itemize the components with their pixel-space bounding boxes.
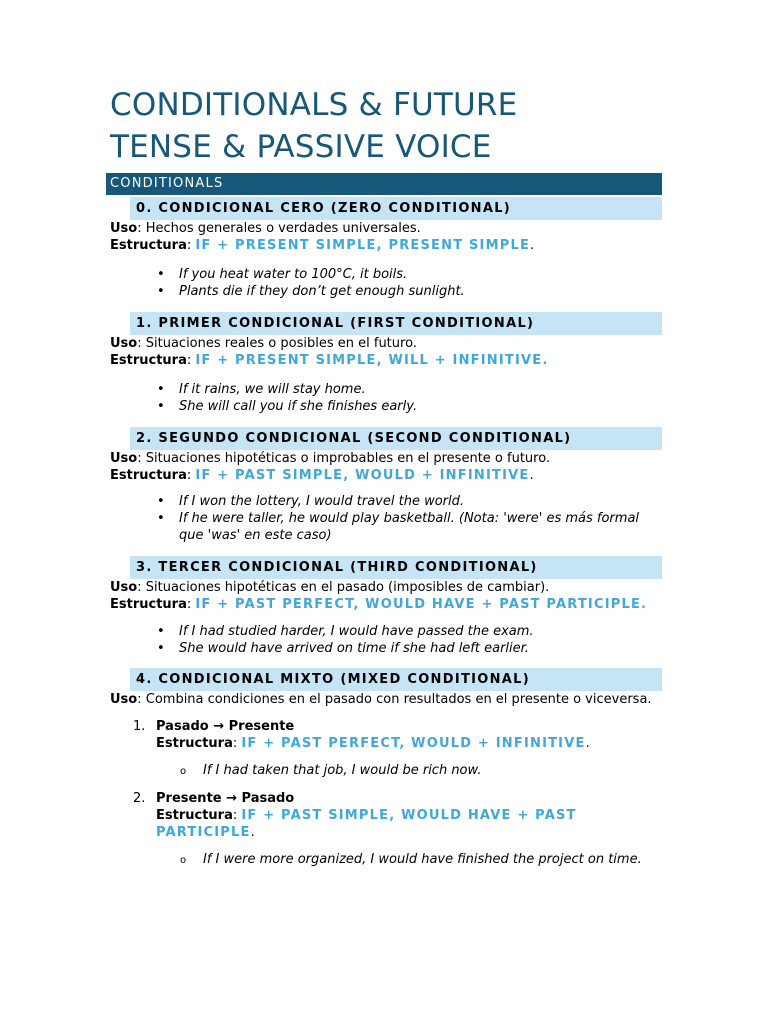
bullet-icon: • — [157, 284, 165, 299]
period: . — [250, 825, 255, 840]
circle-bullet-icon: o — [180, 855, 187, 866]
bullet-icon: • — [157, 267, 165, 282]
uso-third — [110, 579, 662, 596]
heading-zero-conditional: 0. CONDICIONAL CERO (ZERO CONDITIONAL) — [130, 197, 662, 220]
mixed-item-estructura — [156, 807, 662, 841]
uso-text: Situaciones hipotéticas en el pasado (imposibles de cambiar). — [145, 580, 550, 595]
colon: : — [137, 451, 146, 466]
list-item — [180, 762, 662, 780]
period: . — [529, 468, 534, 483]
heading-second-conditional: 2. SEGUNDO CONDICIONAL (SECOND CONDITIONAL) — [130, 427, 662, 450]
heading-third-conditional: 3. TERCER CONDICIONAL (THIRD CONDITIONAL) — [130, 556, 662, 579]
example-text: If you heat water to 100°C, it boils. — [179, 267, 408, 282]
bullet-icon: • — [157, 624, 165, 639]
document-title — [110, 84, 662, 168]
list-item — [157, 510, 662, 544]
uso-first — [110, 335, 662, 352]
colon: : — [137, 580, 146, 595]
estructura-label: Estructura — [110, 468, 187, 483]
uso-text: Situaciones hipotéticas o improbables en el presente o futuro. — [145, 451, 551, 466]
estructura-label: Estructura — [156, 736, 233, 751]
examples-third — [110, 623, 662, 657]
uso-label: Uso — [110, 221, 138, 236]
estructura-first — [110, 352, 662, 369]
colon: : — [186, 353, 196, 368]
document-page — [110, 84, 662, 869]
examples-first — [110, 381, 662, 415]
example-text: If he were taller, he would play basketball. (Nota: 'were' es más formal que 'was' en este caso) — [179, 511, 640, 543]
uso-label: Uso — [110, 580, 138, 595]
mixed-item-estructura — [156, 735, 662, 752]
mixed-list — [110, 718, 662, 869]
bullet-icon: • — [157, 511, 165, 526]
mixed-item-title: Pasado → Presente — [156, 719, 295, 734]
list-item — [157, 283, 662, 300]
mixed-examples — [156, 762, 662, 780]
list-item — [157, 623, 662, 640]
examples-second — [110, 493, 662, 544]
colon: : — [186, 597, 196, 612]
examples-zero — [110, 266, 662, 300]
estructura-zero — [110, 237, 662, 254]
uso-zero — [110, 220, 662, 237]
uso-text: Combina condiciones en el pasado con resultados en el presente o viceversa. — [145, 692, 652, 707]
uso-second — [110, 450, 662, 467]
list-number: 2. — [133, 791, 146, 806]
example-text: If I had taken that job, I would be rich now. — [203, 763, 482, 778]
uso-label: Uso — [110, 692, 138, 707]
bullet-icon: • — [157, 494, 165, 509]
title-line-2: TENSE & PASSIVE VOICE — [110, 129, 492, 165]
list-item — [157, 398, 662, 415]
list-item — [157, 640, 662, 657]
colon: : — [137, 692, 146, 707]
example-text: She would have arrived on time if she had left earlier. — [179, 641, 529, 656]
list-item — [157, 381, 662, 398]
estructura-second — [110, 467, 662, 484]
example-text: Plants die if they don’t get enough sunlight. — [179, 284, 465, 299]
list-item — [180, 851, 662, 869]
example-text: If it rains, we will stay home. — [179, 382, 366, 397]
colon: : — [137, 336, 146, 351]
estructura-formula: IF + PRESENT SIMPLE, PRESENT SIMPLE — [195, 238, 531, 253]
estructura-formula: IF + PRESENT SIMPLE, WILL + INFINITIVE. — [195, 353, 549, 368]
period: . — [585, 736, 590, 751]
bullet-icon: • — [157, 382, 165, 397]
estructura-formula: IF + PAST SIMPLE, WOULD + INFINITIVE — [195, 468, 530, 483]
estructura-formula: IF + PAST PERFECT, WOULD HAVE + PAST PARTICIPLE. — [195, 597, 648, 612]
colon: : — [232, 736, 242, 751]
heading-first-conditional: 1. PRIMER CONDICIONAL (FIRST CONDITIONAL) — [130, 312, 662, 335]
uso-label: Uso — [110, 336, 138, 351]
heading-mixed-conditional: 4. CONDICIONAL MIXTO (MIXED CONDITIONAL) — [130, 668, 662, 691]
list-item — [157, 493, 662, 510]
colon: : — [186, 468, 196, 483]
list-item — [133, 790, 662, 869]
list-item — [157, 266, 662, 283]
colon: : — [137, 221, 146, 236]
circle-bullet-icon: o — [180, 766, 187, 777]
uso-text: Situaciones reales o posibles en el futuro. — [145, 336, 417, 351]
mixed-examples — [156, 851, 662, 869]
estructura-label: Estructura — [110, 238, 187, 253]
example-text: If I won the lottery, I would travel the world. — [179, 494, 465, 509]
uso-mixed — [110, 691, 662, 708]
list-item — [133, 718, 662, 780]
section-header-conditionals: CONDITIONALS — [106, 173, 662, 195]
example-text: She will call you if she finishes early. — [179, 399, 418, 414]
list-number: 1. — [133, 719, 146, 734]
example-text: If I were more organized, I would have finished the project on time. — [203, 852, 642, 867]
estructura-formula: IF + PAST SIMPLE, WOULD HAVE + PAST PARTICIPLE — [156, 808, 577, 840]
estructura-label: Estructura — [156, 808, 233, 823]
bullet-icon: • — [157, 399, 165, 414]
title-line-1: CONDITIONALS & FUTURE — [110, 87, 518, 123]
mixed-item-title: Presente → Pasado — [156, 791, 295, 806]
period: . — [530, 238, 535, 253]
uso-text: Hechos generales o verdades universales. — [145, 221, 421, 236]
example-text: If I had studied harder, I would have passed the exam. — [179, 624, 534, 639]
estructura-label: Estructura — [110, 597, 187, 612]
estructura-third — [110, 596, 662, 613]
uso-label: Uso — [110, 451, 138, 466]
estructura-formula: IF + PAST PERFECT, WOULD + INFINITIVE — [241, 736, 586, 751]
colon: : — [186, 238, 196, 253]
estructura-label: Estructura — [110, 353, 187, 368]
bullet-icon: • — [157, 641, 165, 656]
colon: : — [232, 808, 242, 823]
